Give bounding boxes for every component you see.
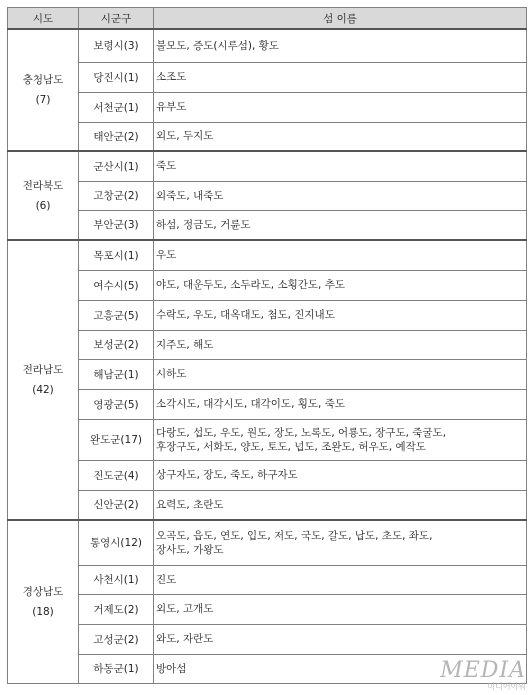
sido-cell — [8, 240, 79, 520]
sigungu-cell: 서천군(1) — [79, 92, 154, 122]
island-names-cell — [154, 29, 527, 62]
island-names-line: 상구자도, 장도, 죽도, 하구자도 — [156, 469, 298, 481]
island-names-cell — [154, 624, 527, 654]
header-row — [8, 8, 527, 30]
sigungu-cell: 해남군(1) — [79, 359, 154, 389]
header-sido: 시도 — [8, 8, 79, 30]
island-names-cell — [154, 330, 527, 359]
island-names-line: 방아섬 — [156, 662, 187, 675]
sigungu-cell: 당진시(1) — [79, 62, 154, 92]
table-row — [8, 210, 527, 240]
island-names-cell — [154, 210, 527, 240]
table-row — [8, 419, 527, 460]
island-names-line: 외도, 두지도 — [156, 130, 214, 143]
island-names-line: 후장구도, 서화도, 양도, 토도, 넙도, 조완도, 허우도, 예작도 — [156, 440, 426, 453]
island-names-cell — [154, 240, 527, 270]
watermark-sub-text: 미디어이워 — [487, 682, 526, 691]
sido-name: 충청남도 — [22, 74, 64, 86]
watermark-logo-text: MEDIA — [440, 658, 526, 683]
island-names-cell — [154, 490, 527, 520]
sigungu-cell: 거제도(2) — [79, 594, 154, 624]
island-names-line: 외죽도, 내죽도 — [156, 189, 224, 202]
sigungu-cell: 사천시(1) — [79, 565, 154, 594]
island-names-cell — [154, 359, 527, 389]
island-names-line: 우도 — [156, 249, 177, 262]
table-row — [8, 270, 527, 300]
sigungu-cell: 보령시(3) — [79, 29, 154, 62]
island-names-cell — [154, 122, 527, 151]
sido-count: (7) — [35, 94, 51, 106]
sigungu-cell: 목포시(1) — [79, 240, 154, 270]
sido-name: 전라북도 — [22, 179, 64, 192]
island-names-cell — [154, 389, 527, 419]
header-island-names: 섬 이름 — [154, 8, 527, 30]
table-row — [8, 359, 527, 389]
island-names-cell — [154, 565, 527, 594]
sido-cell — [8, 520, 79, 683]
island-names-cell — [154, 460, 527, 490]
group-0 — [8, 29, 527, 151]
table-row — [8, 29, 527, 62]
table-row — [8, 240, 527, 270]
island-names-line: 요력도, 초란도 — [156, 498, 224, 511]
table-row — [8, 460, 527, 490]
island-names-cell — [154, 594, 527, 624]
sigungu-cell: 고흥군(5) — [79, 300, 154, 330]
island-table — [7, 7, 527, 684]
table-row — [8, 62, 527, 92]
sido-count: (18) — [32, 605, 54, 618]
table-row — [8, 389, 527, 419]
table-row — [8, 520, 527, 565]
sido-count: (42) — [32, 384, 54, 396]
sigungu-cell: 군산시(1) — [79, 151, 154, 181]
sigungu-cell: 신안군(2) — [79, 490, 154, 520]
sigungu-cell: 보성군(2) — [79, 330, 154, 359]
island-names-cell — [154, 419, 527, 460]
island-names-line: 수락도, 우도, 대옥대도, 첨도, 진지내도 — [156, 309, 335, 321]
table-row — [8, 565, 527, 594]
island-names-line: 죽도 — [156, 160, 177, 173]
island-names-cell — [154, 62, 527, 92]
island-names-line: 오곡도, 읍도, 연도, 입도, 저도, 국도, 갈도, 납도, 초도, 좌도, — [156, 529, 433, 542]
island-names-line: 야도, 대운두도, 소두라도, 소횡간도, 추도 — [156, 279, 345, 291]
sido-name: 전라남도 — [22, 364, 64, 376]
table-row — [8, 624, 527, 654]
table-row — [8, 181, 527, 210]
sigungu-cell: 여수시(5) — [79, 270, 154, 300]
sigungu-cell: 태안군(2) — [79, 122, 154, 151]
group-1 — [8, 151, 527, 240]
sido-cell — [8, 29, 79, 151]
island-names-line: 불모도, 증도(시루섬), 황도 — [156, 39, 279, 52]
sigungu-cell: 통영시(12) — [79, 520, 154, 565]
table-row — [8, 122, 527, 151]
sigungu-cell: 고창군(2) — [79, 181, 154, 210]
island-names-cell — [154, 270, 527, 300]
sido-cell — [8, 151, 79, 240]
island-names-line: 진도 — [156, 573, 177, 586]
sigungu-cell: 완도군(17) — [79, 419, 154, 460]
island-names-line: 장사도, 가왕도 — [156, 543, 224, 556]
sigungu-cell: 부안군(3) — [79, 210, 154, 240]
sido-name: 경상남도 — [22, 585, 64, 598]
island-names-line: 외도, 고개도 — [156, 603, 214, 615]
island-names-line: 소각시도, 대각시도, 대각이도, 횡도, 죽도 — [156, 398, 345, 410]
island-names-line: 와도, 자란도 — [156, 633, 214, 645]
table-row — [8, 300, 527, 330]
table-row — [8, 490, 527, 520]
sido-count: (6) — [35, 199, 51, 212]
island-names-line: 시하도 — [156, 368, 187, 380]
island-names-line: 소조도 — [156, 71, 187, 83]
island-names-line: 다랑도, 섭도, 우도, 원도, 장도, 노록도, 어룡도, 장구도, 죽굴도, — [156, 426, 447, 439]
table-row — [8, 330, 527, 359]
sigungu-cell: 고성군(2) — [79, 624, 154, 654]
group-2 — [8, 240, 527, 520]
table-row — [8, 151, 527, 181]
island-names-cell — [154, 92, 527, 122]
island-names-cell — [154, 181, 527, 210]
island-names-line: 유부도 — [156, 101, 187, 113]
island-names-cell — [154, 520, 527, 565]
island-names-line: 지주도, 해도 — [156, 338, 214, 351]
table-row — [8, 92, 527, 122]
sigungu-cell: 하동군(1) — [79, 654, 154, 683]
table-row — [8, 594, 527, 624]
media-watermark — [440, 660, 526, 691]
island-names-line: 하섬, 정금도, 거륜도 — [156, 218, 251, 231]
sigungu-cell: 진도군(4) — [79, 460, 154, 490]
sigungu-cell: 영광군(5) — [79, 389, 154, 419]
island-names-cell — [154, 151, 527, 181]
header-sigungu: 시군구 — [79, 8, 154, 30]
island-names-cell — [154, 300, 527, 330]
